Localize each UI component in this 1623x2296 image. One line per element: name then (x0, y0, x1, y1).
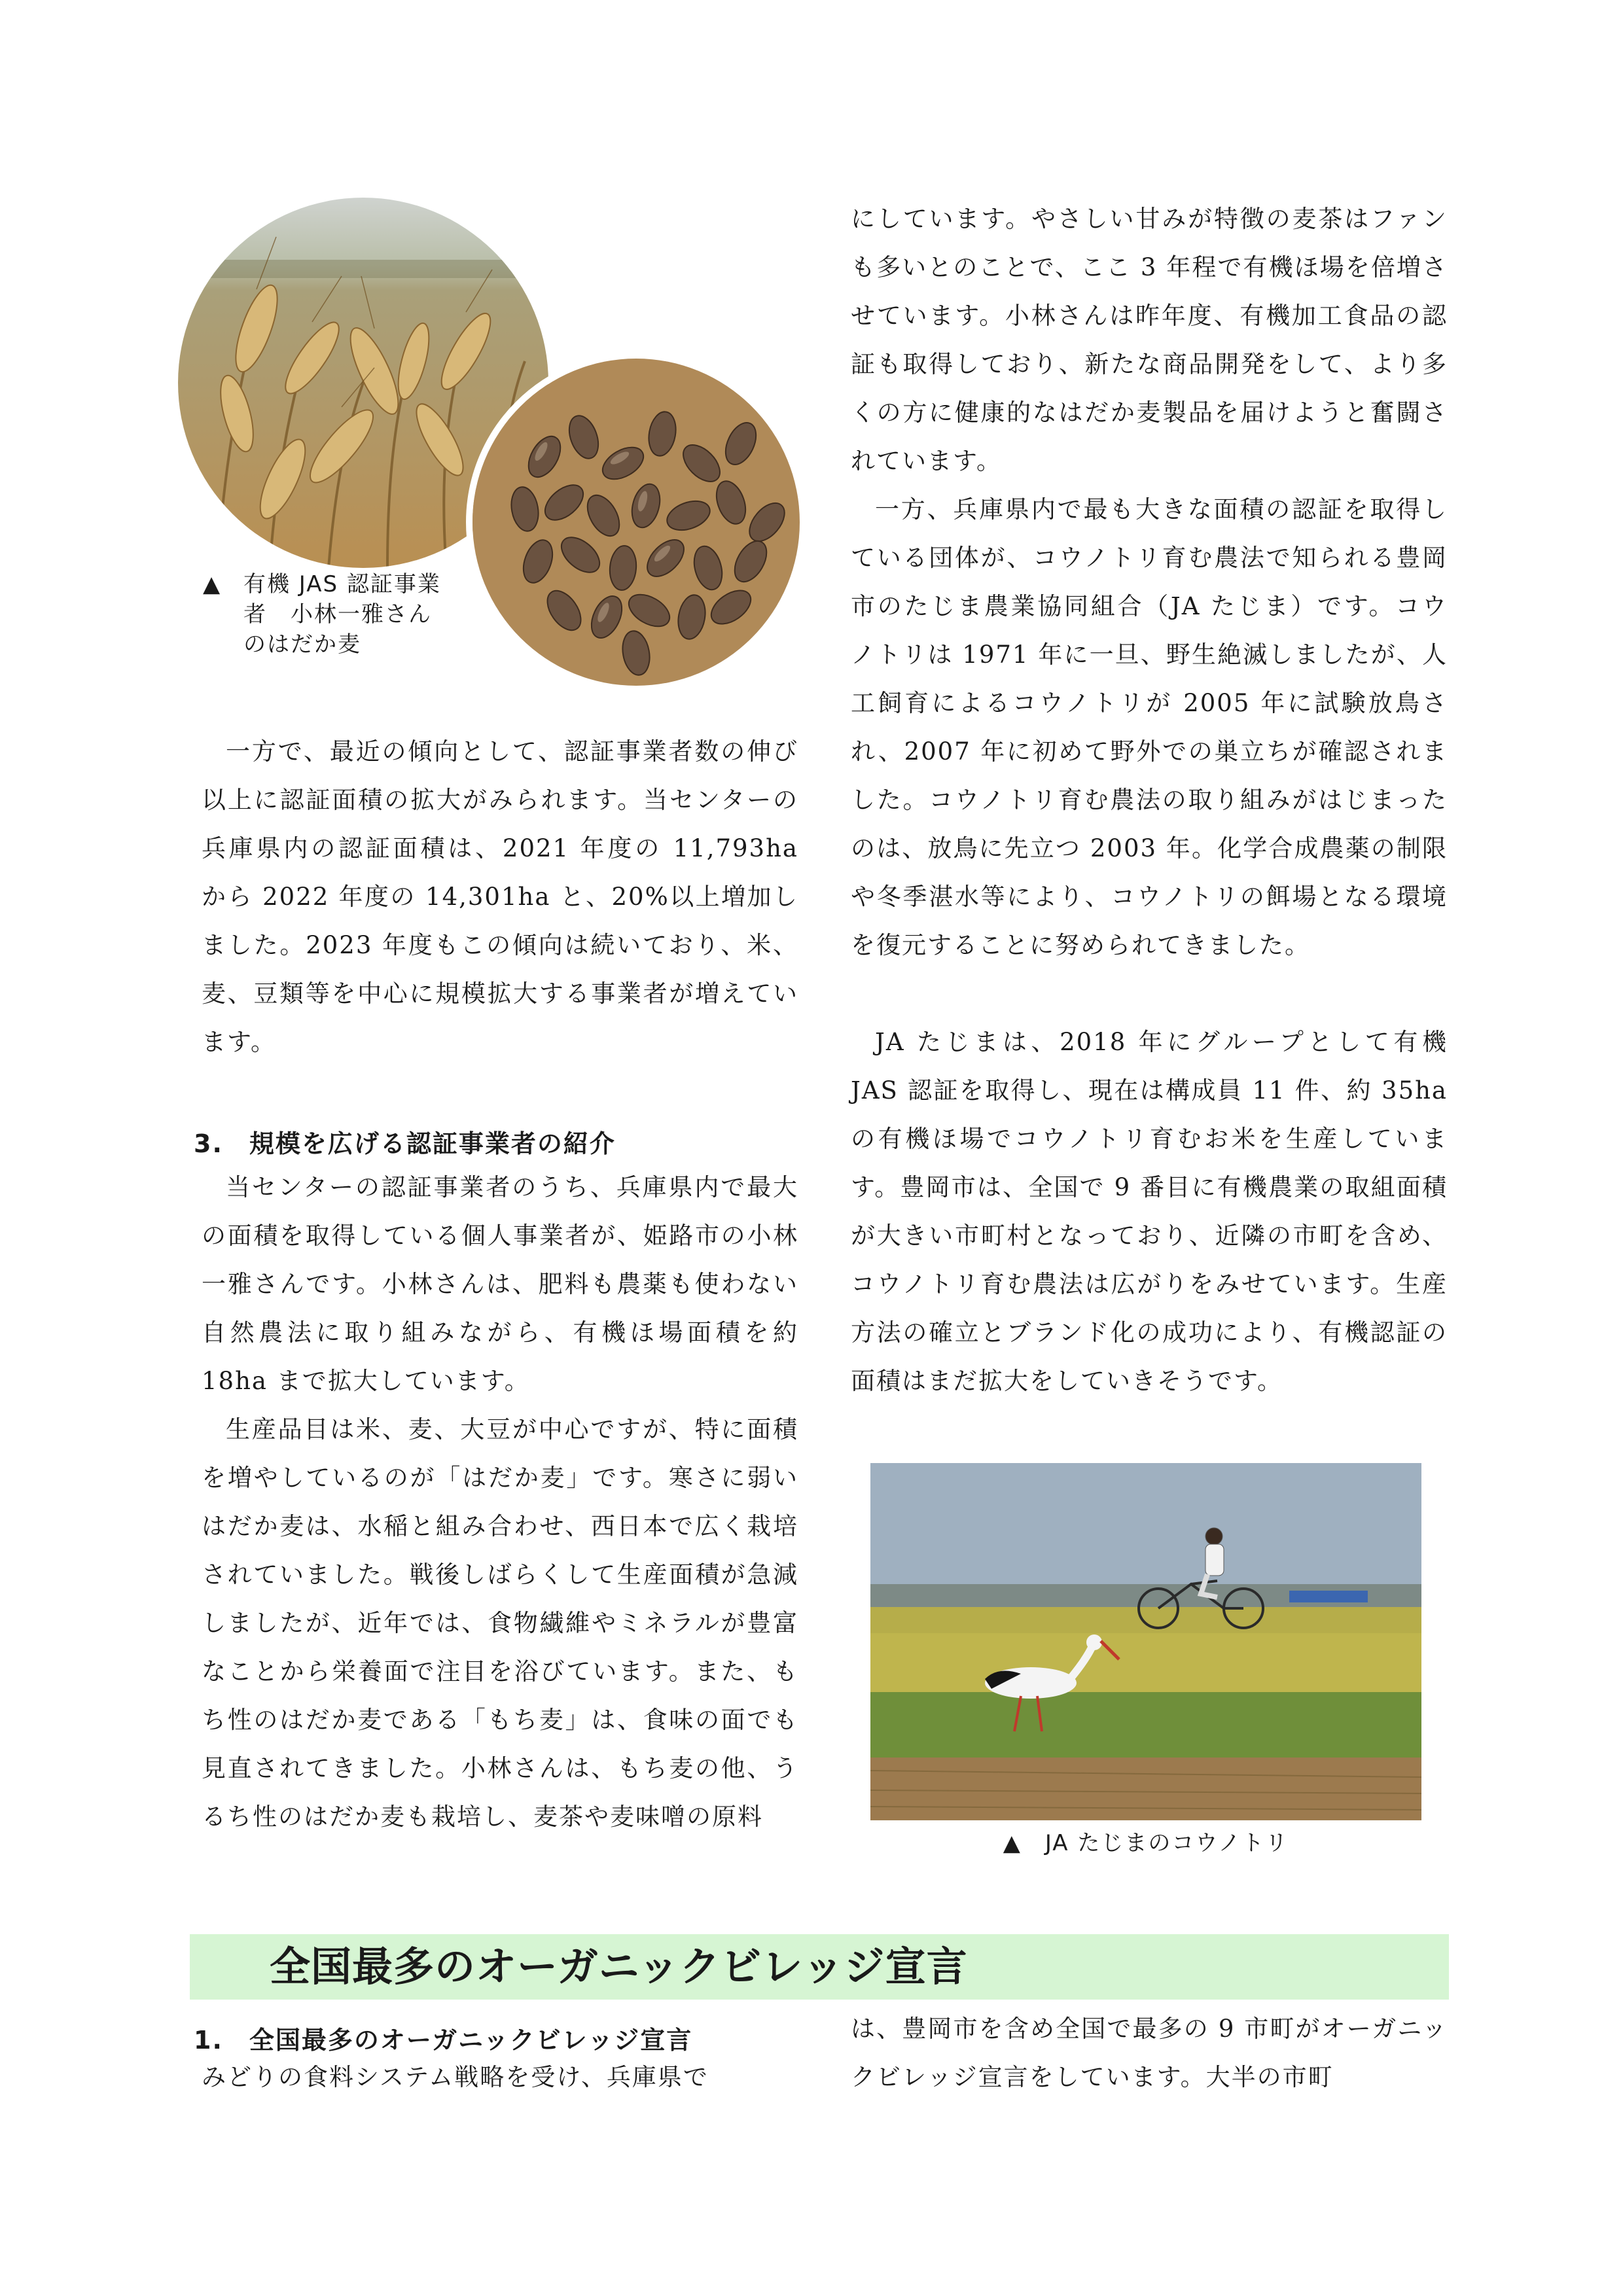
right-paragraph-1: にしています。やさしい甘みが特徴の麦茶はファンも多いとのことで、ここ 3 年程で有機ほ場を倍増させています。小林さんは昨年度、有機加工食品の認証も取得しており、新たな商品開発をして、より多くの方に健康的なはだか麦製品を届けようと奮闘されています。 (851, 205, 1448, 475)
right-paragraph-3: JA たじまは、2018 年にグループとして有機 JAS 認証を取得し、現在は構成員 11 件、約 35ha の有機ほ場でコウノトリ育むお米を生産しています。豊岡市は、全国で 9 番目に有機農業の取組面積が大きい市町村となっており、近隣の市町を含め、コウノトリ育む農法は広がりをみせています。生産方法の確立とブランド化の成功により、有機認証の面積はまだ拡大をしていきそうです。 (851, 1028, 1448, 1395)
caption-line: のはだか麦 (243, 631, 361, 658)
section-3-heading: 3. 規模を広げる認証事業者の紹介 (194, 1129, 616, 1158)
stork-photo-caption: ▲ JA たじまのコウノトリ (1003, 1830, 1289, 1856)
caption-marker: ▲ (203, 571, 222, 597)
left-paragraph-1: 一方で、最近の傾向として、認証事業者数の伸び以上に認証面積の拡大がみられます。当センターの兵庫県内の認証面積は、2021 年度の 11,793ha から 2022 年度の 14,301ha と、20%以上増加しました。2023 年度もこの傾向は続いており、米、麦、豆類等を中心に規模拡大する事業者が増えています。 (202, 737, 798, 1056)
bottom-right-text: は、豊岡市を含め全国で最多の 9 市町がオーガニックビレッジ宣言をしています。大半の市町 (851, 2015, 1448, 2091)
stork-photo (870, 1463, 1421, 1820)
section-title: 全国最多のオーガニックビレッジ宣言 (270, 1943, 968, 1990)
caption-line: 有機 JAS 認証事業 (243, 571, 441, 597)
left-paragraph-2: 当センターの認証事業者のうち、兵庫県内で最大の面積を取得している個人事業者が、姫路市の小林一雅さんです。小林さんは、肥料も農薬も使わない自然農法に取り組みながら、有機ほ場面積を約 18ha まで拡大しています。 (202, 1173, 798, 1395)
barley-photo-caption (203, 569, 465, 660)
right-paragraph-2: 一方、兵庫県内で最も大きな面積の認証を取得している団体が、コウノトリ育む農法で知られる豊岡市のたじま農業協同組合（JA たじま）です。コウノトリは 1971 年に一旦、野生絶滅しましたが、人工飼育によるコウノトリが 2005 年に試験放鳥され、2007 年に初めて野外での巣立ちが確認されました。コウノトリ育む農法の取り組みがはじまったのは、放鳥に先立つ 2003 年。化学合成農薬の制限や冬季湛水等により、コウノトリの餌場となる環境を復元することに努められてきました。 (851, 495, 1448, 959)
caption-line: 者 小林一雅さん (243, 601, 432, 627)
left-paragraph-3: 生産品目は米、麦、大豆が中心ですが、特に面積を増やしているのが「はだか麦」です。寒さに弱いはだか麦は、水稲と組み合わせ、西日本で広く栽培されていました。戦後しばらくして生産面積が急減しましたが、近年では、食物繊維やミネラルが豊富なことから栄養面で注目を浴びています。また、もち性のはだか麦である「もち麦」は、食味の面でも見直されてきました。小林さんは、もち麦の他、うるち性のはだか麦も栽培し、麦茶や麦味噌の原料 (202, 1415, 798, 1831)
bottom-left-text: みどりの食料システム戦略を受け、兵庫県で (202, 2063, 709, 2091)
section-1-heading: 1. 全国最多のオーガニックビレッジ宣言 (194, 2026, 693, 2055)
barley-grains-photo (466, 352, 806, 692)
